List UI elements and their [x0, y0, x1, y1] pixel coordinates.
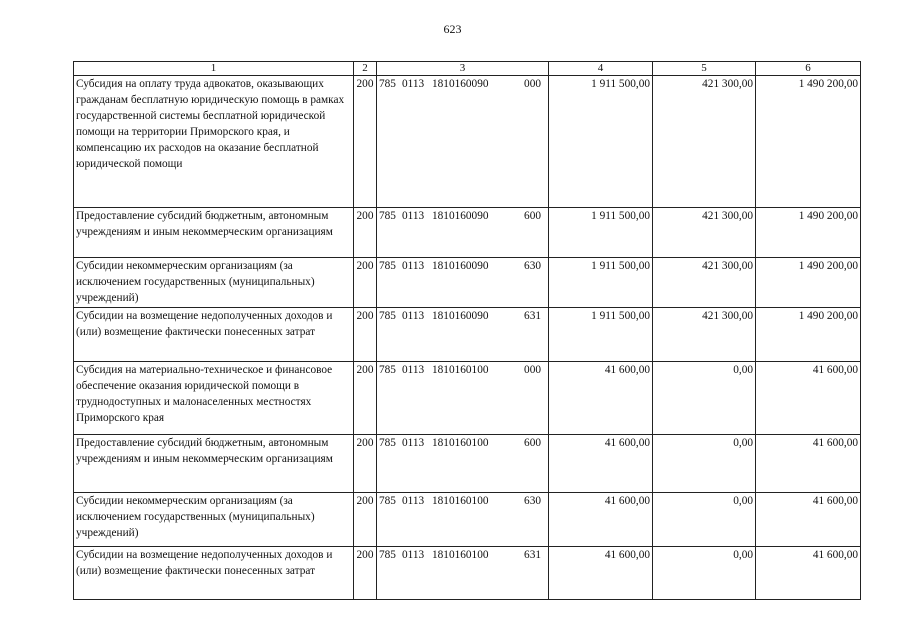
- row-name: Предоставление субсидий бюджетным, автономным учреждениям и иным некоммерческим организациям: [74, 208, 354, 258]
- code-d: 630: [524, 260, 541, 272]
- code-a: 785: [379, 210, 396, 222]
- column-header: 2: [354, 62, 377, 76]
- row-col5: 421 300,00: [653, 208, 756, 258]
- code-a: 785: [379, 364, 396, 376]
- row-name: Субсидии некоммерческим организациям (за исключением государственных (муниципальных) учреждений): [74, 258, 354, 308]
- row-col5: 0,00: [653, 547, 756, 600]
- row-codes: [377, 208, 549, 258]
- row-col6: 1 490 200,00: [756, 208, 861, 258]
- row-col2: 200: [354, 362, 377, 435]
- row-col2: 200: [354, 435, 377, 493]
- code-b: 0113: [402, 310, 425, 322]
- code-b: 0113: [402, 549, 425, 561]
- code-d: 630: [524, 495, 541, 507]
- table-row: [74, 435, 861, 493]
- row-codes: [377, 493, 549, 547]
- code-c: 1810160100: [432, 364, 489, 376]
- row-name: Субсидия на оплату труда адвокатов, оказывающих гражданам бесплатную юридическую помощь в рамках государственной системы бесплатной юридической помощи на территории Приморского края, и компенсацию их расходов на оказание бесплатной юридической помощи: [74, 76, 354, 208]
- column-header: 1: [74, 62, 354, 76]
- row-col5: 0,00: [653, 362, 756, 435]
- row-col4: 1 911 500,00: [549, 308, 653, 362]
- row-codes: [377, 547, 549, 600]
- row-codes: [377, 435, 549, 493]
- code-d: 631: [524, 310, 541, 322]
- table-row: [74, 493, 861, 547]
- row-col2: 200: [354, 76, 377, 208]
- row-col6: 1 490 200,00: [756, 308, 861, 362]
- row-codes: [377, 76, 549, 208]
- code-a: 785: [379, 437, 396, 449]
- row-col5: 421 300,00: [653, 76, 756, 208]
- row-codes: [377, 258, 549, 308]
- code-a: 785: [379, 310, 396, 322]
- row-codes: [377, 362, 549, 435]
- table-row: [74, 362, 861, 435]
- row-name: Субсидии на возмещение недополученных доходов и (или) возмещение фактически понесенных затрат: [74, 308, 354, 362]
- row-name: Субсидия на материально-техническое и финансовое обеспечение оказания юридической помощи в труднодоступных и малонаселенных местностях Приморского края: [74, 362, 354, 435]
- table-row: [74, 258, 861, 308]
- code-d: 631: [524, 549, 541, 561]
- row-col2: 200: [354, 493, 377, 547]
- budget-table: [73, 61, 861, 600]
- code-d: 000: [524, 364, 541, 376]
- code-b: 0113: [402, 437, 425, 449]
- row-col2: 200: [354, 208, 377, 258]
- row-col4: 41 600,00: [549, 435, 653, 493]
- row-col5: 421 300,00: [653, 308, 756, 362]
- column-header: 4: [549, 62, 653, 76]
- row-name: Субсидии на возмещение недополученных доходов и (или) возмещение фактически понесенных затрат: [74, 547, 354, 600]
- header-row: [74, 62, 861, 76]
- row-col2: 200: [354, 308, 377, 362]
- code-c: 1810160090: [432, 210, 489, 222]
- code-c: 1810160090: [432, 310, 489, 322]
- table-row: [74, 547, 861, 600]
- code-a: 785: [379, 260, 396, 272]
- code-d: 600: [524, 210, 541, 222]
- code-c: 1810160100: [432, 437, 489, 449]
- row-col4: 1 911 500,00: [549, 258, 653, 308]
- row-col4: 41 600,00: [549, 547, 653, 600]
- code-c: 1810160100: [432, 495, 489, 507]
- code-c: 1810160100: [432, 549, 489, 561]
- code-b: 0113: [402, 210, 425, 222]
- row-name: Субсидии некоммерческим организациям (за исключением государственных (муниципальных) учреждений): [74, 493, 354, 547]
- row-col5: 0,00: [653, 493, 756, 547]
- code-b: 0113: [402, 260, 425, 272]
- row-col6: 1 490 200,00: [756, 76, 861, 208]
- row-codes: [377, 308, 549, 362]
- row-col4: 1 911 500,00: [549, 76, 653, 208]
- code-b: 0113: [402, 78, 425, 90]
- page-number: 623: [443, 22, 462, 36]
- row-col2: 200: [354, 258, 377, 308]
- row-col4: 41 600,00: [549, 493, 653, 547]
- code-a: 785: [379, 549, 396, 561]
- table-row: [74, 76, 861, 208]
- code-b: 0113: [402, 495, 425, 507]
- table-row: [74, 308, 861, 362]
- code-a: 785: [379, 495, 396, 507]
- table-row: [74, 208, 861, 258]
- row-col6: 1 490 200,00: [756, 258, 861, 308]
- row-col6: 41 600,00: [756, 362, 861, 435]
- row-col5: 421 300,00: [653, 258, 756, 308]
- column-header: 3: [377, 62, 549, 76]
- row-name: Предоставление субсидий бюджетным, автономным учреждениям и иным некоммерческим организациям: [74, 435, 354, 493]
- code-c: 1810160090: [432, 260, 489, 272]
- row-col6: 41 600,00: [756, 435, 861, 493]
- code-d: 600: [524, 437, 541, 449]
- row-col4: 41 600,00: [549, 362, 653, 435]
- column-header: 5: [653, 62, 756, 76]
- column-header: 6: [756, 62, 861, 76]
- row-col6: 41 600,00: [756, 547, 861, 600]
- row-col5: 0,00: [653, 435, 756, 493]
- code-d: 000: [524, 78, 541, 90]
- row-col2: 200: [354, 547, 377, 600]
- code-b: 0113: [402, 364, 425, 376]
- code-a: 785: [379, 78, 396, 90]
- row-col6: 41 600,00: [756, 493, 861, 547]
- row-col4: 1 911 500,00: [549, 208, 653, 258]
- code-c: 1810160090: [432, 78, 489, 90]
